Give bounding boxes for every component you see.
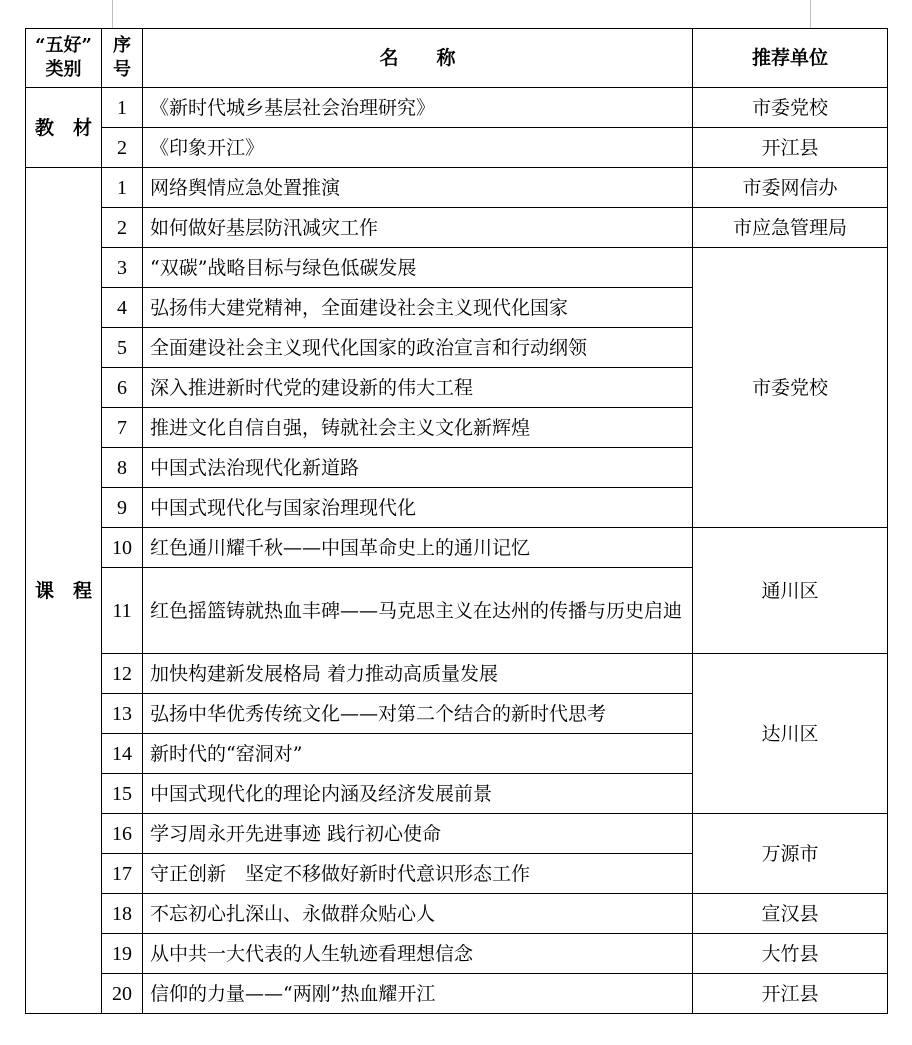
row-number: 20 <box>102 974 143 1014</box>
row-unit: 达川区 <box>693 654 888 814</box>
row-number: 13 <box>102 694 143 734</box>
row-name: 深入推进新时代党的建设新的伟大工程 <box>143 368 693 408</box>
table-row <box>26 894 888 934</box>
row-name: 从中共一大代表的人生轨迹看理想信念 <box>143 934 693 974</box>
header-number <box>102 29 143 88</box>
row-number: 4 <box>102 288 143 328</box>
row-name: 弘扬伟大建党精神，全面建设社会主义现代化国家 <box>143 288 693 328</box>
table-row <box>26 168 888 208</box>
header-category <box>26 29 102 88</box>
header-number-line1: 序 <box>113 35 131 56</box>
row-number: 6 <box>102 368 143 408</box>
row-name: 网络舆情应急处置推演 <box>143 168 693 208</box>
row-name: 红色摇篮铸就热血丰碑——马克思主义在达州的传播与历史启迪 <box>143 568 693 654</box>
row-unit: 开江县 <box>693 974 888 1014</box>
row-number: 18 <box>102 894 143 934</box>
row-unit: 市委网信办 <box>693 168 888 208</box>
row-number: 17 <box>102 854 143 894</box>
row-number: 1 <box>102 88 143 128</box>
row-name: 新时代的“窑洞对” <box>143 734 693 774</box>
table-row <box>26 88 888 128</box>
category-course: 课 程 <box>26 168 102 1014</box>
table-header-row <box>26 29 888 88</box>
row-number: 2 <box>102 128 143 168</box>
row-number: 10 <box>102 528 143 568</box>
row-name: 弘扬中华优秀传统文化——对第二个结合的新时代思考 <box>143 694 693 734</box>
row-name: 守正创新 坚定不移做好新时代意识形态工作 <box>143 854 693 894</box>
row-unit: 通川区 <box>693 528 888 654</box>
header-unit: 推荐单位 <box>693 29 888 88</box>
row-unit: 市委党校 <box>693 88 888 128</box>
table-row <box>26 814 888 854</box>
category-textbook: 教 材 <box>26 88 102 168</box>
table-row <box>26 934 888 974</box>
table-row <box>26 128 888 168</box>
table-row <box>26 974 888 1014</box>
table-row <box>26 528 888 568</box>
row-unit: 万源市 <box>693 814 888 894</box>
row-name: 不忘初心扎深山、永做群众贴心人 <box>143 894 693 934</box>
row-name: 《新时代城乡基层社会治理研究》 <box>143 88 693 128</box>
row-name: 推进文化自信自强，铸就社会主义文化新辉煌 <box>143 408 693 448</box>
row-number: 19 <box>102 934 143 974</box>
table-row <box>26 248 888 288</box>
row-unit: 宣汉县 <box>693 894 888 934</box>
page-margin-guide <box>112 0 113 28</box>
row-unit: 大竹县 <box>693 934 888 974</box>
row-name: 信仰的力量——“两刚”热血耀开江 <box>143 974 693 1014</box>
row-number: 5 <box>102 328 143 368</box>
row-name: 加快构建新发展格局 着力推动高质量发展 <box>143 654 693 694</box>
row-name: 红色通川耀千秋——中国革命史上的通川记忆 <box>143 528 693 568</box>
header-name: 名 称 <box>143 29 693 88</box>
row-number: 3 <box>102 248 143 288</box>
header-category-line1: “五好” <box>35 35 92 56</box>
row-unit: 市委党校 <box>693 248 888 528</box>
row-number: 1 <box>102 168 143 208</box>
row-number: 16 <box>102 814 143 854</box>
page-margin-guide <box>810 0 811 28</box>
row-name: 如何做好基层防汛减灾工作 <box>143 208 693 248</box>
row-name: “双碳”战略目标与绿色低碳发展 <box>143 248 693 288</box>
row-number: 14 <box>102 734 143 774</box>
row-unit: 开江县 <box>693 128 888 168</box>
table-row <box>26 654 888 694</box>
row-name: 中国式现代化的理论内涵及经济发展前景 <box>143 774 693 814</box>
header-category-line2: 类别 <box>45 59 82 80</box>
table-row <box>26 208 888 248</box>
row-name: 中国式法治现代化新道路 <box>143 448 693 488</box>
header-number-line2: 号 <box>113 59 131 80</box>
row-number: 9 <box>102 488 143 528</box>
row-name: 中国式现代化与国家治理现代化 <box>143 488 693 528</box>
row-number: 11 <box>102 568 143 654</box>
row-number: 12 <box>102 654 143 694</box>
row-name: 全面建设社会主义现代化国家的政治宣言和行动纲领 <box>143 328 693 368</box>
row-number: 15 <box>102 774 143 814</box>
recommendation-table <box>25 28 888 1014</box>
row-number: 2 <box>102 208 143 248</box>
row-number: 7 <box>102 408 143 448</box>
row-number: 8 <box>102 448 143 488</box>
row-unit: 市应急管理局 <box>693 208 888 248</box>
row-name: 《印象开江》 <box>143 128 693 168</box>
row-name: 学习周永开先进事迹 践行初心使命 <box>143 814 693 854</box>
